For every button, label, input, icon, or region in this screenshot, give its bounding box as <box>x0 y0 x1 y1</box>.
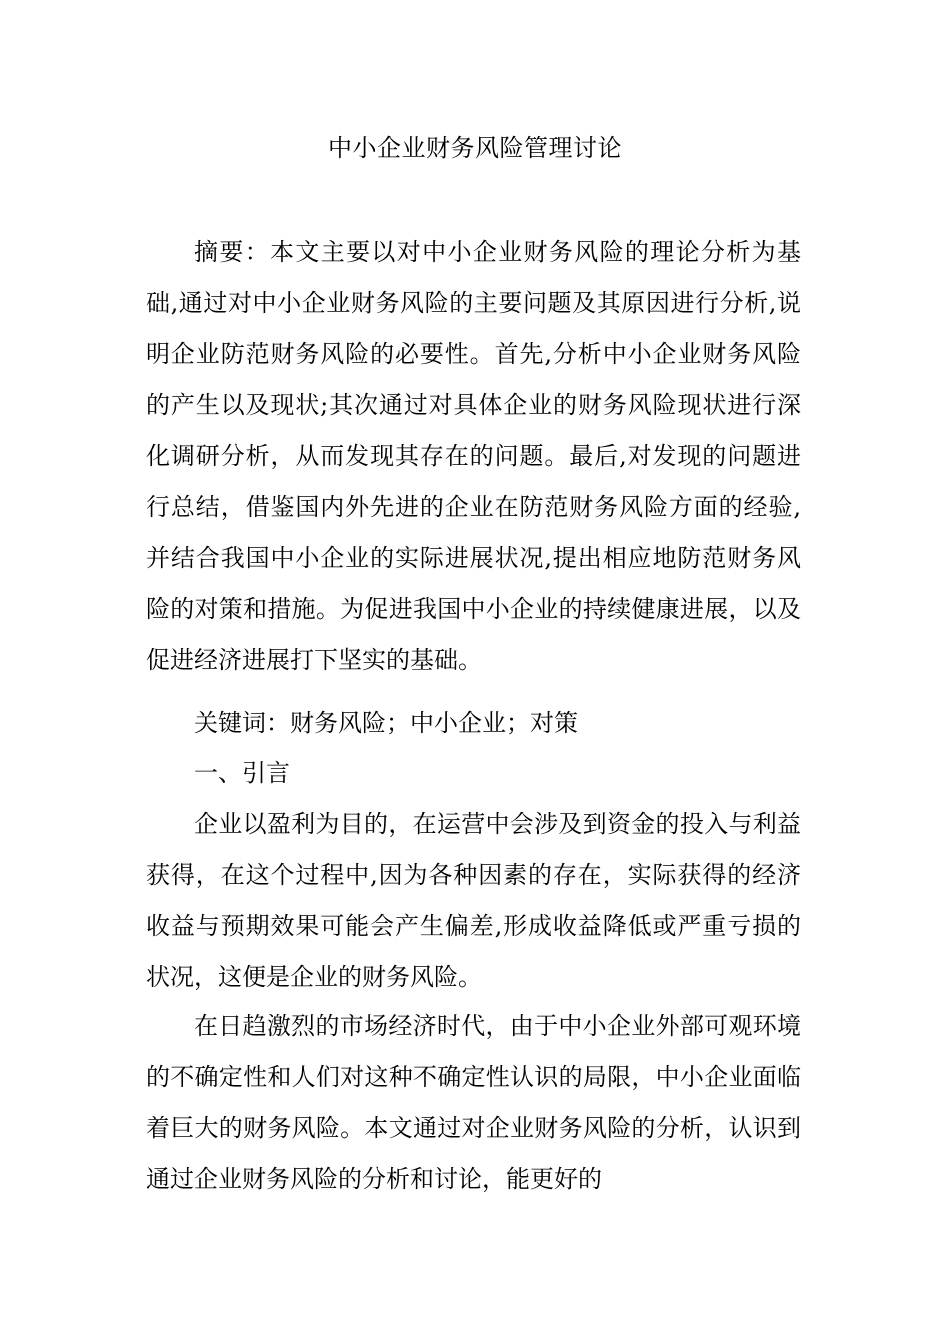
section-heading-introduction: 一、引言 <box>194 759 290 787</box>
introduction-paragraph-1: 企业以盈利为目的，在运营中会涉及到资金的投入与利益获得，在这个过程中,因为各种因素的存在，实际获得的经济收益与预期效果可能会产生偏差,形成收益降低或严重亏损的状况，这便是企业的财务风险。 <box>146 810 801 991</box>
introduction-paragraph-2: 在日趋激烈的市场经济时代，由于中小企业外部可观环境的不确定性和人们对这种不确定性认识的局限，中小企业面临着巨大的财务风险。本文通过对企业财务风险的分析，认识到通过企业财务风险的分析和讨论，能更好的 <box>146 1012 801 1193</box>
abstract-paragraph: 摘要：本文主要以对中小企业财务风险的理论分析为基础,通过对中小企业财务风险的主要问题及其原因进行分析,说明企业防范财务风险的必要性。首先,分析中小企业财务风险的产生以及现状;其次通过对具体企业的财务风险现状进行深化调研分析，从而发现其存在的问题。最后,对发现的问题进行总结，借鉴国内外先进的企业在防范财务风险方面的经验,并结合我国中小企业的实际进展状况,提出相应地防范财务风险的对策和措施。为促进我国中小企业的持续健康进展，以及促进经济进展打下坚实的基础。 <box>146 238 801 674</box>
keywords-line: 关键词：财务风险；中小企业；对策 <box>194 709 578 737</box>
document-title: 中小企业财务风险管理讨论 <box>328 134 622 162</box>
